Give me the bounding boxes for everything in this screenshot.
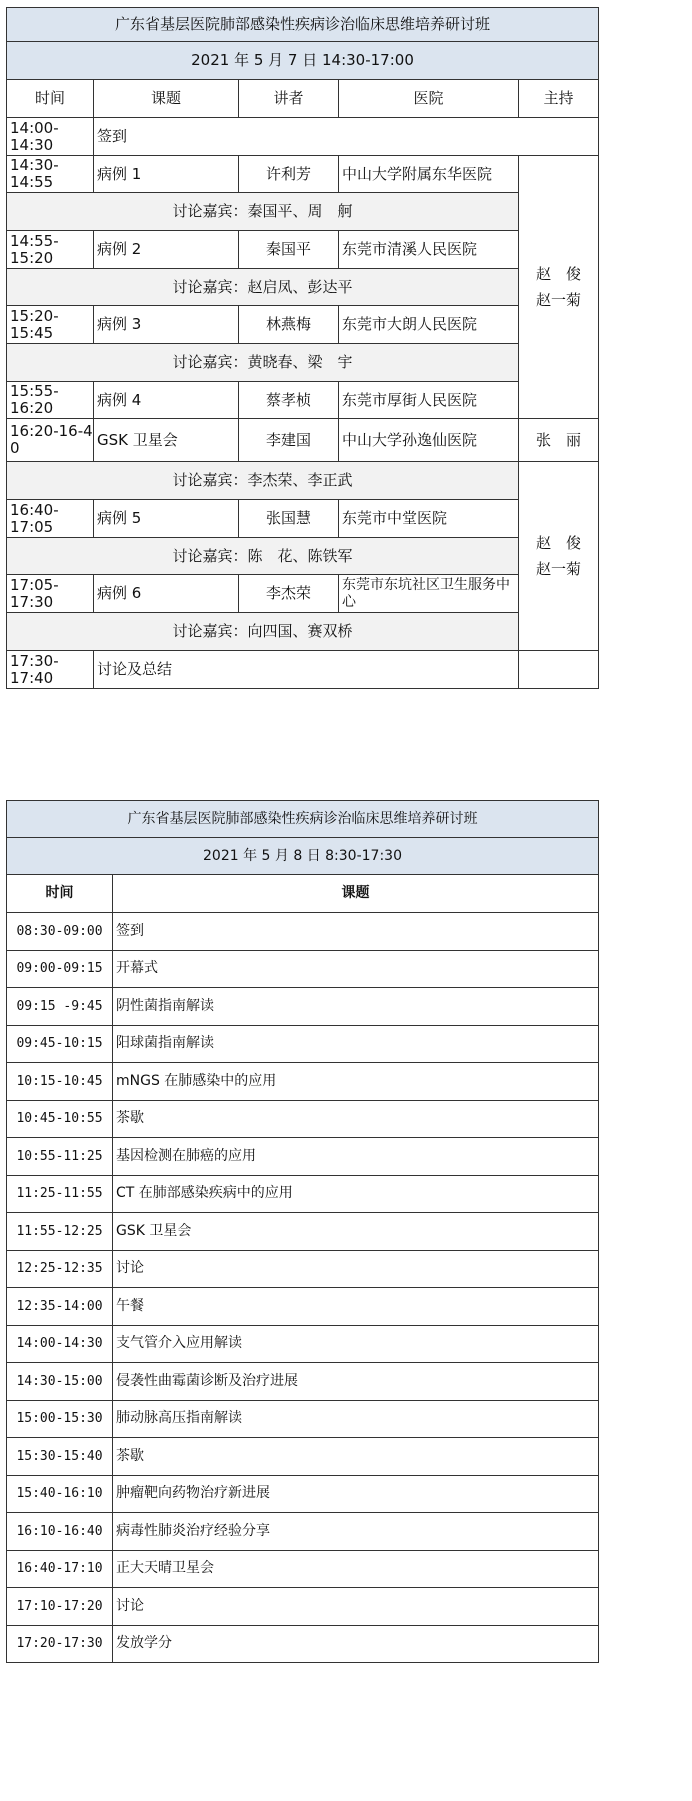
topic-cell: 讨论: [113, 1588, 599, 1626]
table-row: [7, 118, 599, 156]
table-row: [7, 1213, 599, 1251]
table-row: [7, 1138, 599, 1176]
discussion-row: [7, 462, 599, 500]
col-header-topic: 课题: [94, 80, 239, 118]
time-cell: 15:30-15:40: [7, 1438, 113, 1476]
table-row: [7, 1363, 599, 1401]
speaker-cell: 许利芳: [239, 156, 339, 193]
day1-date: 2021 年 5 月 7 日 14:30-17:00: [7, 42, 599, 80]
speaker-cell: 李杰荣: [239, 575, 339, 613]
topic-cell: 讨论及总结: [94, 651, 519, 689]
table-row: [7, 1475, 599, 1513]
day1-title-row: [7, 8, 599, 42]
topic-cell: 开幕式: [113, 950, 599, 988]
col-header-time: 时间: [7, 875, 113, 913]
table-row: [7, 1400, 599, 1438]
table-row: [7, 231, 599, 269]
day2-date-row: [7, 838, 599, 875]
topic-cell: CT 在肺部感染疾病中的应用: [113, 1175, 599, 1213]
topic-cell: 正大天晴卫星会: [113, 1550, 599, 1588]
time-cell: 17:10-17:20: [7, 1588, 113, 1626]
table-row: [7, 1288, 599, 1326]
topic-cell: 茶歇: [113, 1100, 599, 1138]
table-row: [7, 1513, 599, 1551]
table-row: [7, 306, 599, 344]
time-cell: 15:20-15:45: [7, 306, 94, 344]
table-row: [7, 1588, 599, 1626]
time-cell: 14:30-14:55: [7, 156, 94, 193]
day2-schedule-table: [6, 800, 599, 1663]
table-row: [7, 1625, 599, 1663]
time-cell: 15:00-15:30: [7, 1400, 113, 1438]
speaker-cell: 蔡孝桢: [239, 382, 339, 419]
speaker-cell: 林燕梅: [239, 306, 339, 344]
topic-cell: 阴性菌指南解读: [113, 988, 599, 1026]
col-header-host: 主持: [519, 80, 599, 118]
discussion-row: [7, 344, 599, 382]
topic-cell: 阳球菌指南解读: [113, 1025, 599, 1063]
speaker-cell: 张国慧: [239, 500, 339, 538]
topic-cell: GSK 卫星会: [94, 419, 239, 462]
discussion-guests: 讨论嘉宾：李杰荣、李正武: [7, 462, 519, 500]
discussion-row: [7, 193, 599, 231]
discussion-guests: 讨论嘉宾：秦国平、周 舸: [7, 193, 519, 231]
topic-cell: 病例 5: [94, 500, 239, 538]
host-cell: [519, 462, 599, 651]
time-cell: 14:00-14:30: [7, 118, 94, 156]
table-row: [7, 1250, 599, 1288]
table-row: [7, 1325, 599, 1363]
time-cell: 16:40-17:05: [7, 500, 94, 538]
time-cell: 10:45-10:55: [7, 1100, 113, 1138]
table-row: [7, 988, 599, 1026]
time-cell: 17:30-17:40: [7, 651, 94, 689]
topic-cell: 肿瘤靶向药物治疗新进展: [113, 1475, 599, 1513]
table-row: [7, 156, 599, 193]
col-header-speaker: 讲者: [239, 80, 339, 118]
hospital-cell: 中山大学孙逸仙医院: [339, 419, 519, 462]
time-cell: 15:40-16:10: [7, 1475, 113, 1513]
time-cell: 11:55-12:25: [7, 1213, 113, 1251]
hospital-cell: 东莞市中堂医院: [339, 500, 519, 538]
host-name: 赵一菊: [535, 560, 581, 578]
topic-cell: 侵袭性曲霉菌诊断及治疗进展: [113, 1363, 599, 1401]
topic-cell: 茶歇: [113, 1438, 599, 1476]
time-cell: 08:30-09:00: [7, 913, 113, 951]
topic-cell: 签到: [113, 913, 599, 951]
col-header-topic: 课题: [113, 875, 599, 913]
day1-schedule-table: [6, 7, 599, 689]
time-cell: 12:35-14:00: [7, 1288, 113, 1326]
table-row: [7, 500, 599, 538]
speaker-cell: 秦国平: [239, 231, 339, 269]
table-row: [7, 1100, 599, 1138]
host-name: 赵一菊: [535, 291, 581, 309]
hospital-cell: 东莞市东坑社区卫生服务中心: [339, 575, 519, 613]
discussion-row: [7, 269, 599, 306]
table-row: [7, 382, 599, 419]
table-row: [7, 913, 599, 951]
topic-cell: 肺动脉高压指南解读: [113, 1400, 599, 1438]
discussion-guests: 讨论嘉宾：陈 花、陈铁军: [7, 538, 519, 575]
time-cell: 17:05-17:30: [7, 575, 94, 613]
day1-header-row: [7, 80, 599, 118]
table-row: [7, 1063, 599, 1101]
time-cell: 11:25-11:55: [7, 1175, 113, 1213]
day2-date: 2021 年 5 月 8 日 8:30-17:30: [7, 838, 599, 875]
topic-cell: 病例 4: [94, 382, 239, 419]
col-header-hospital: 医院: [339, 80, 519, 118]
topic-cell: 病例 3: [94, 306, 239, 344]
discussion-guests: 讨论嘉宾：赵启凤、彭达平: [7, 269, 519, 306]
topic-cell: 病例 1: [94, 156, 239, 193]
day2-title-row: [7, 801, 599, 838]
time-cell: 16:40-17:10: [7, 1550, 113, 1588]
topic-cell: 午餐: [113, 1288, 599, 1326]
table-row: [7, 651, 599, 689]
discussion-row: [7, 613, 599, 651]
host-cell: [519, 651, 599, 689]
day2-title: 广东省基层医院肺部感染性疾病诊治临床思维培养研讨班: [7, 801, 599, 838]
discussion-guests: 讨论嘉宾：向四国、赛双桥: [7, 613, 519, 651]
time-cell: 14:30-15:00: [7, 1363, 113, 1401]
host-name: 赵 俊: [535, 534, 581, 552]
table-row: [7, 1550, 599, 1588]
day2-header-row: [7, 875, 599, 913]
table-row: [7, 419, 599, 462]
time-cell: 16:20-16-40: [7, 419, 94, 462]
hospital-cell: 东莞市大朗人民医院: [339, 306, 519, 344]
topic-cell: 发放学分: [113, 1625, 599, 1663]
time-cell: 16:10-16:40: [7, 1513, 113, 1551]
table-row: [7, 575, 599, 613]
topic-cell: GSK 卫星会: [113, 1213, 599, 1251]
table-row: [7, 1438, 599, 1476]
host-cell: [519, 156, 599, 419]
discussion-guests: 讨论嘉宾：黄晓春、梁 宇: [7, 344, 519, 382]
time-cell: 10:15-10:45: [7, 1063, 113, 1101]
time-cell: 14:00-14:30: [7, 1325, 113, 1363]
time-cell: 15:55-16:20: [7, 382, 94, 419]
time-cell: 12:25-12:35: [7, 1250, 113, 1288]
speaker-cell: 李建国: [239, 419, 339, 462]
time-cell: 10:55-11:25: [7, 1138, 113, 1176]
day2-rows: [7, 913, 599, 1663]
table-row: [7, 1175, 599, 1213]
table-row: [7, 1025, 599, 1063]
topic-cell: 病毒性肺炎治疗经验分享: [113, 1513, 599, 1551]
time-cell: 09:45-10:15: [7, 1025, 113, 1063]
hospital-cell: 中山大学附属东华医院: [339, 156, 519, 193]
day1-title: 广东省基层医院肺部感染性疾病诊治临床思维培养研讨班: [7, 8, 599, 42]
host-cell: 张 丽: [519, 419, 599, 462]
time-cell: 09:00-09:15: [7, 950, 113, 988]
host-name: 赵 俊: [535, 265, 581, 283]
topic-cell: 病例 2: [94, 231, 239, 269]
col-header-time: 时间: [7, 80, 94, 118]
discussion-row: [7, 538, 599, 575]
hospital-cell: 东莞市厚街人民医院: [339, 382, 519, 419]
table-row: [7, 950, 599, 988]
topic-cell: 支气管介入应用解读: [113, 1325, 599, 1363]
hospital-cell: 东莞市清溪人民医院: [339, 231, 519, 269]
topic-cell: 基因检测在肺癌的应用: [113, 1138, 599, 1176]
topic-cell: 签到: [94, 118, 599, 156]
topic-cell: mNGS 在肺感染中的应用: [113, 1063, 599, 1101]
time-cell: 17:20-17:30: [7, 1625, 113, 1663]
day1-date-row: [7, 42, 599, 80]
topic-cell: 病例 6: [94, 575, 239, 613]
time-cell: 14:55-15:20: [7, 231, 94, 269]
time-cell: 09:15 -9:45: [7, 988, 113, 1026]
topic-cell: 讨论: [113, 1250, 599, 1288]
